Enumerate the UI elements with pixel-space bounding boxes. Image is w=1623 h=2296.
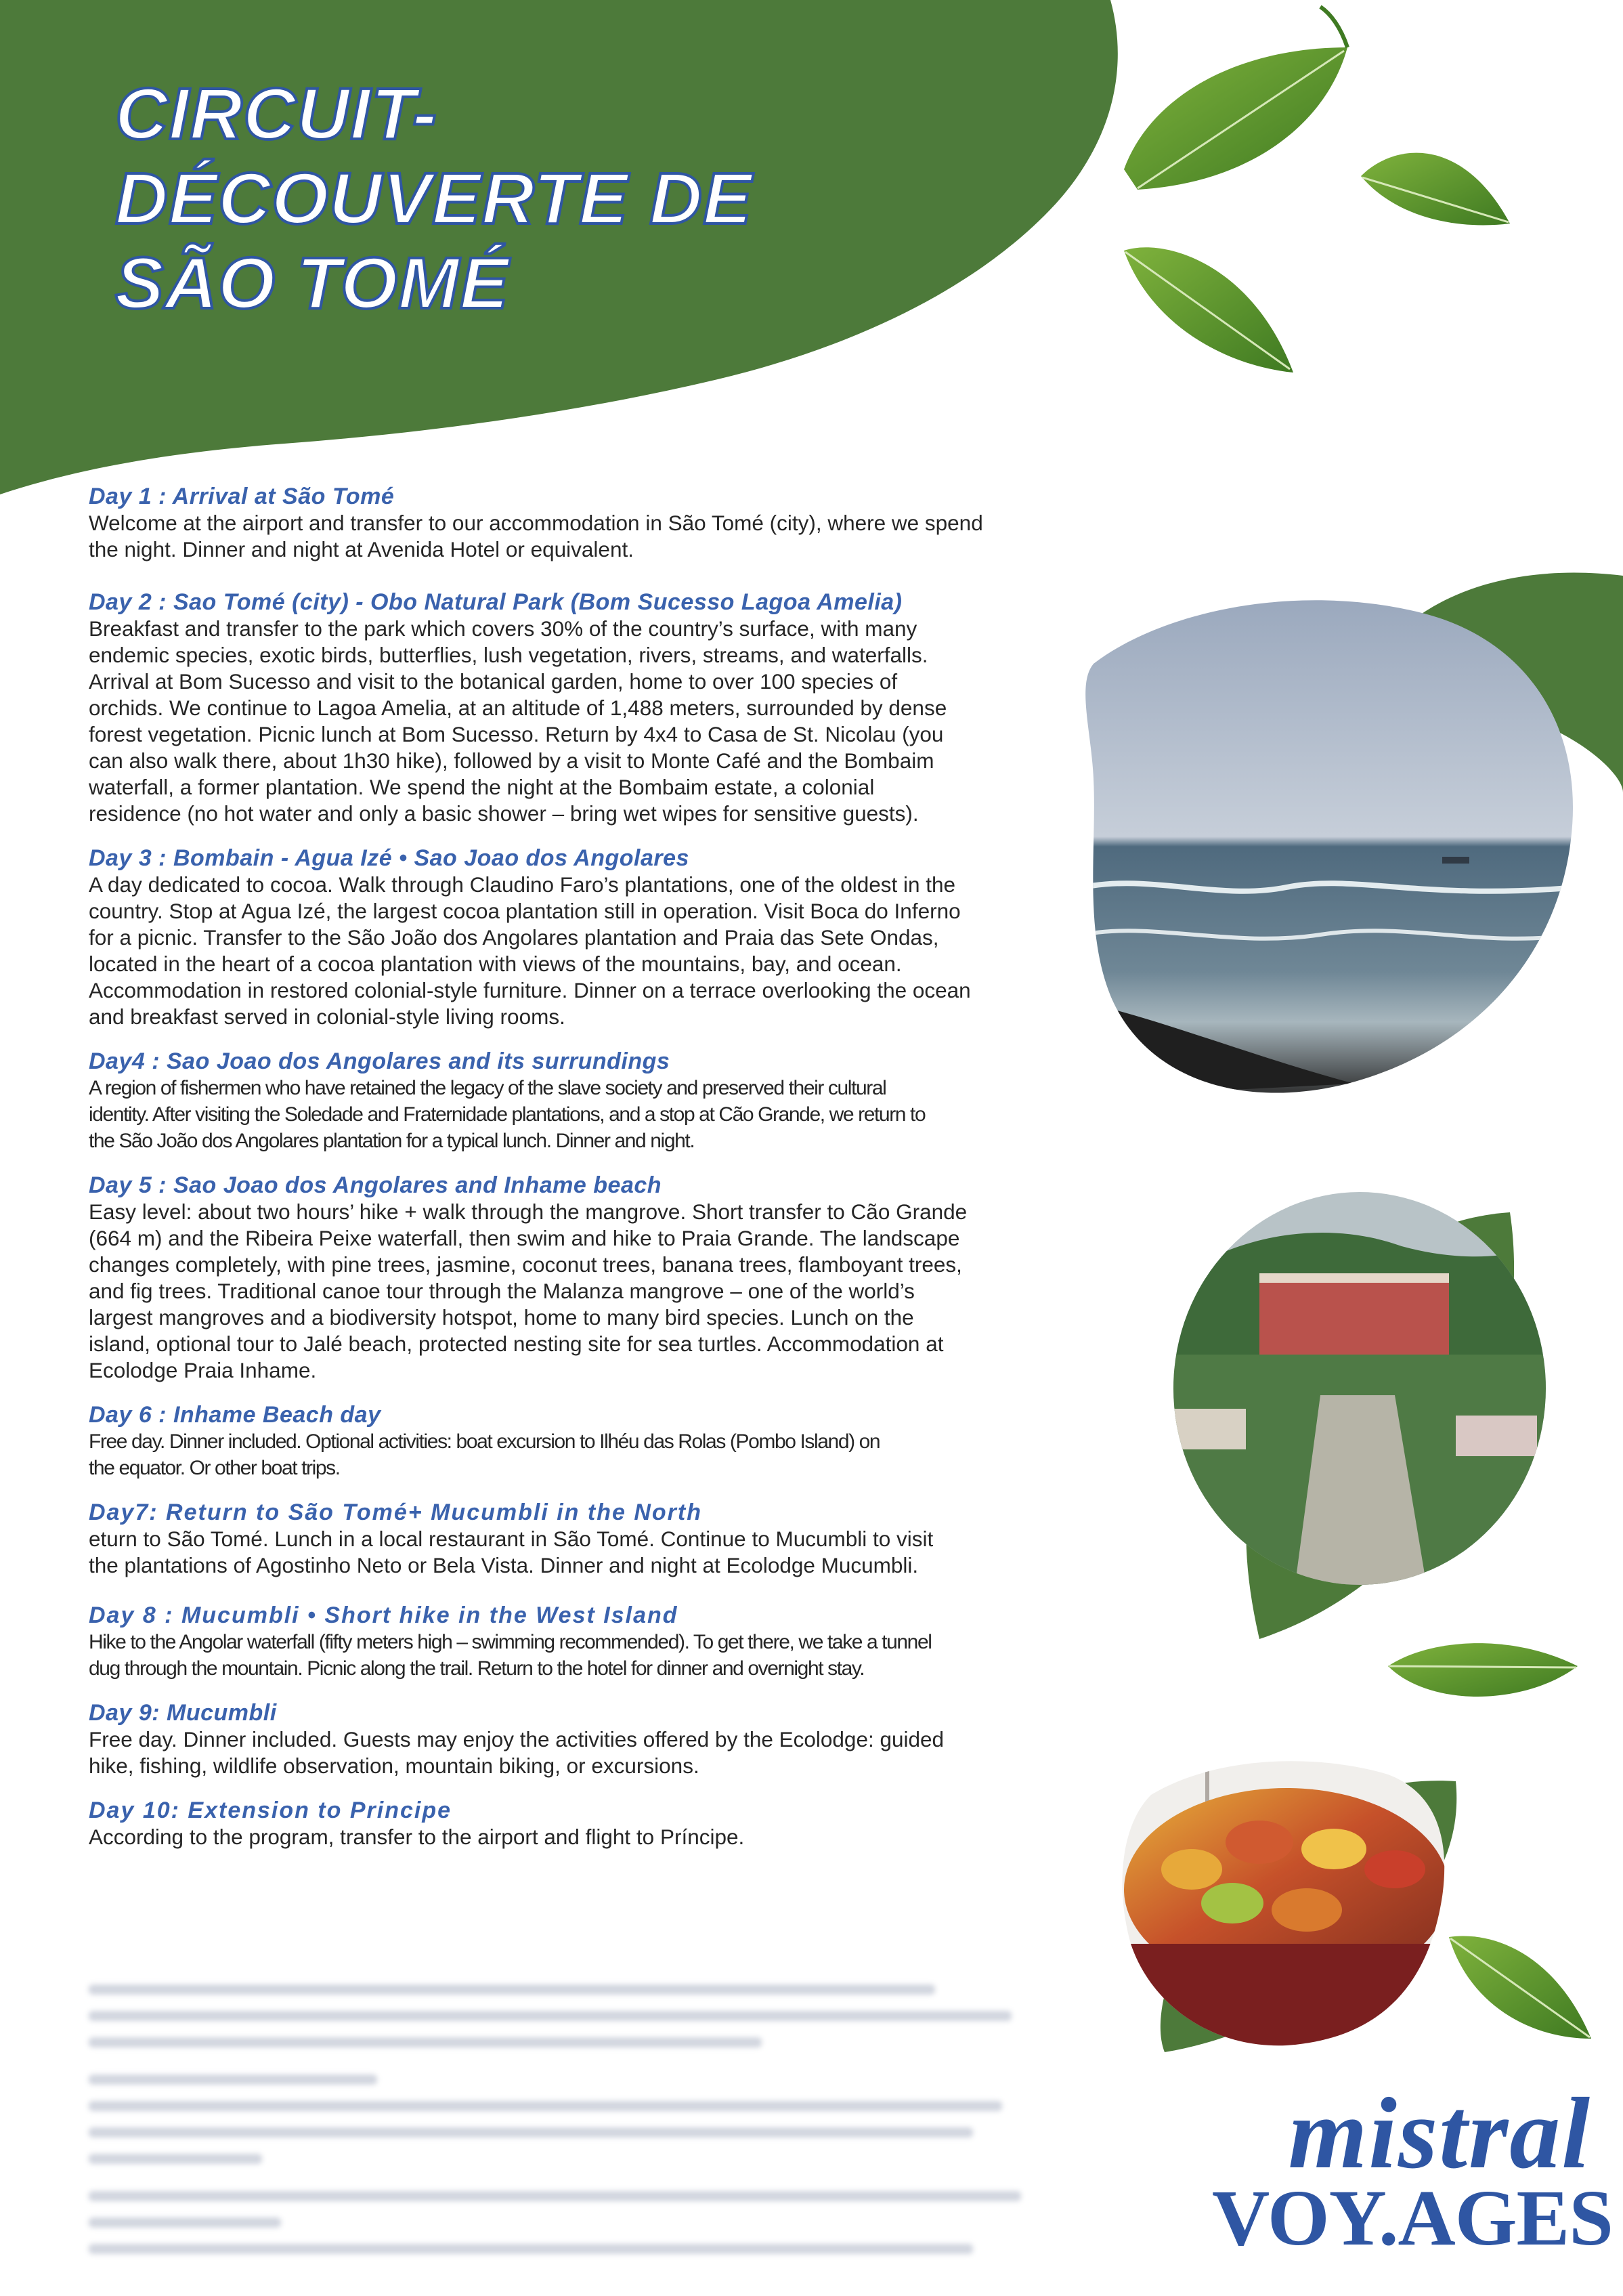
day-description: Breakfast and transfer to the park which covers 30% of the country’s surface, with many endemic species, exotic birds, butterflies, lush vegetation, rivers, streams, and waterfalls. Arrival at Bom Sucesso and visit to the botanical garden, home to over 100 species of orchids. We continue to Lagoa Amelia, at an altitude of 1,488 meters, surrounded by dense forest vegetation. Picnic lunch at Bom Sucesso. Return by 4x4 to Casa de St. Nicolau (you can also walk there, about 1h30 hike), followed by a visit to Monte Café and the Bombaim waterfall, a former plantation. We spend the night at the Bombaim estate, a colonial residence (no hot water and only a basic shower – bring wet wipes for sensitive guests).: [89, 616, 947, 826]
day-title: Day 5 : Sao Joao dos Angolares and Inhame beach: [89, 1172, 662, 1198]
day-title: Day 9: Mucumbli: [89, 1700, 277, 1726]
day-section: [89, 1401, 1057, 1481]
day-description: A day dedicated to cocoa. Walk through Claudino Faro’s plantations, one of the oldest in the country. Stop at Agua Izé, the largest cocoa plantation still in operation. Visit Boca do Inferno for a picnic. Transfer to the São João dos Angolares plantation and Praia das Sete Ondas, located in the heart of a cocoa plantation with views of the mountains, bay, and ocean. Accommodation in restored colonial-style furniture. Dinner on a terrace overlooking the ocean and breakfast served in colonial-style living rooms.: [89, 872, 971, 1029]
photo2-green-blob: [1246, 1212, 1514, 1639]
mistral-voyages-logo: [1212, 2077, 1613, 2262]
logo-wordmark-top: mistral: [1288, 2077, 1591, 2190]
day-section: [89, 1797, 1057, 1850]
day-title: Day 6 : Inhame Beach day: [89, 1402, 381, 1428]
day-section: [89, 845, 1057, 1030]
day-description: Free day. Dinner included. Optional activities: boat excursion to Ilhéu das Rolas (Pombo Island) on the equator. Or other boat trips.: [89, 1430, 880, 1479]
day-description: A region of fishermen who have retained the legacy of the slave society and preserved their cultural identity. After visiting the Soledade and Fraternidade plantations, and a stop at Cão Grande, we return to the São João dos Angolares plantation for a typical lunch. Dinner and night.: [89, 1077, 926, 1152]
day-title: Day4 : Sao Joao dos Angolares and its surrundings: [89, 1048, 670, 1074]
itinerary: [89, 483, 1057, 1850]
day-section: [89, 1602, 1057, 1682]
day-section: [89, 1699, 1057, 1779]
day-section: [89, 1499, 1057, 1579]
day-title: Day7: Return to São Tomé+ Mucumbli in the North: [89, 1500, 702, 1525]
day-description: Hike to the Angolar waterfall (fifty meters high – swimming recommended). To get there, we take a tunnel dug through the mountain. Picnic along the trail. Return to the hotel for dinner and overnight stay.: [89, 1631, 932, 1680]
photo3-green-blob: [1161, 1781, 1456, 2052]
faded-text-block: [89, 1984, 1050, 2270]
title-line: SÃO TOMÉ: [115, 242, 510, 324]
day-title: Day 10: Extension to Principe: [89, 1798, 452, 1823]
day-section: [89, 483, 1057, 563]
day-description: Free day. Dinner included. Guests may enjoy the activities offered by the Ecolodge: guided hike, fishing, wildlife observation, mountain biking, or excursions.: [89, 1727, 945, 1778]
day-title: Day 8 : Mucumbli • Short hike in the West Island: [89, 1602, 678, 1628]
day-section: [89, 1048, 1057, 1154]
title-line: CIRCUIT-: [115, 72, 437, 154]
day-title: Day 3 : Bombain - Agua Izé • Sao Joao dos Angolares: [89, 845, 689, 871]
logo-wordmark-bottom: VOY.AGES: [1212, 2173, 1613, 2262]
photo1-green-blob: [1388, 573, 1623, 792]
day-section: [89, 1172, 1057, 1384]
title-line: DÉCOUVERTE DE: [115, 157, 753, 239]
day-description: According to the program, transfer to the airport and flight to Príncipe.: [89, 1825, 745, 1849]
page-title: [115, 71, 752, 325]
day-description: Easy level: about two hours’ hike + walk through the mangrove. Short transfer to Cão Grande (664 m) and the Ribeira Peixe waterfall, then swim and hike to Praia Grande. The landscape changes completely, with pine trees, jasmine, coconut trees, banana trees, flamboyant trees, and fig trees. Traditional canoe tour through the Malanza mangrove – one of the world’s largest mangroves and a biodiversity hotspot, home to many bird species. Lunch on the island, optional tour to Jalé beach, protected nesting site for sea turtles. Accommodation at Ecolodge Praia Inhame.: [89, 1199, 968, 1382]
day-section: [89, 589, 1057, 827]
day-description: Welcome at the airport and transfer to our accommodation in São Tomé (city), where we spend the night. Dinner and night at Avenida Hotel or equivalent.: [89, 511, 983, 561]
day-description: eturn to São Tomé. Lunch in a local restaurant in São Tomé. Continue to Mucumbli to visit the plantations of Agostinho Neto or Bela Vista. Dinner and night at Ecolodge Mucumbli.: [89, 1527, 934, 1577]
day-title: Day 1 : Arrival at São Tomé: [89, 484, 395, 509]
day-title: Day 2 : Sao Tomé (city) - Obo Natural Park (Bom Sucesso Lagoa Amelia): [89, 589, 903, 615]
